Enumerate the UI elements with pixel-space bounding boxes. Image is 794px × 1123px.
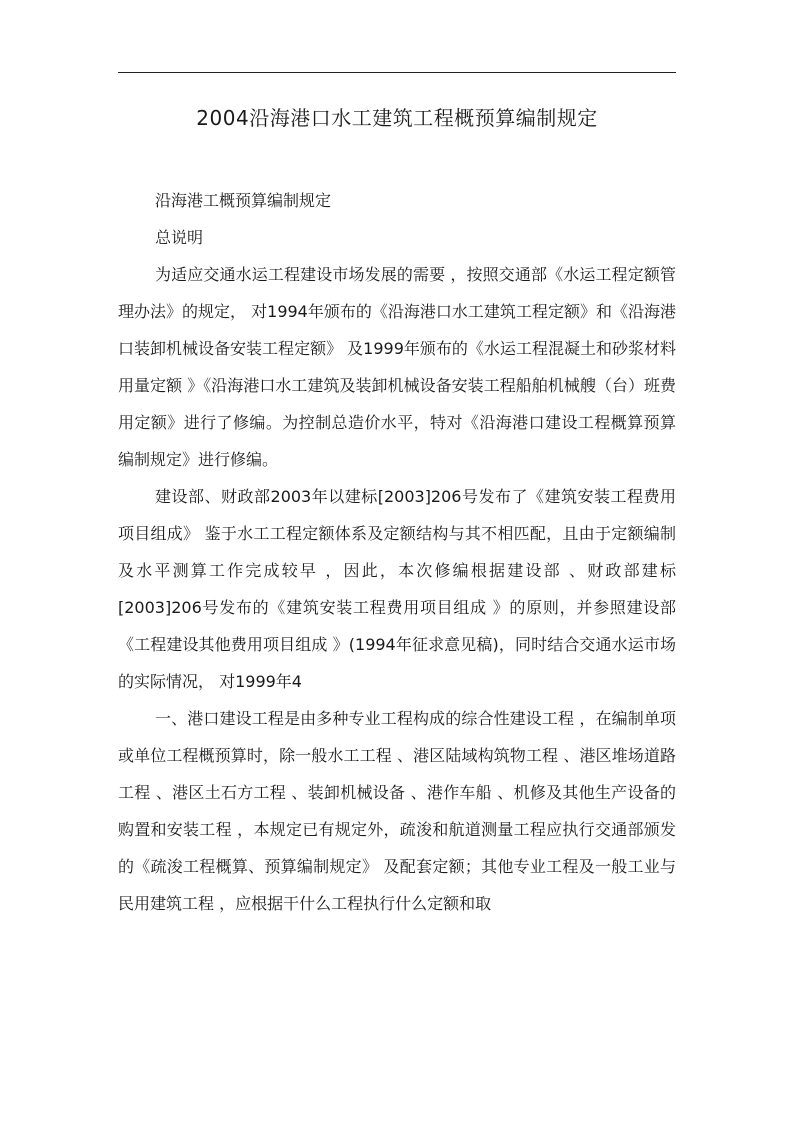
- paragraph-basis: 建设部、财政部2003年以建标[2003]206号发布了《建筑安装工程费用项目组成》 鉴于水工工程定额体系及定额结构与其不相匹配，且由于定额编制及水平测算工作完成较早 ，因此，本次修编根据建设部 、财政部建标[2003]206号发布的《建筑安装工程费用项目组成 》的原则，并参照建设部《工程建设其他费用项目组成 》(1994年征求意见稿)，同时结合交通水运市场的实际情况， 对1999年4: [118, 487, 676, 691]
- paragraph-section-heading: 总说明: [155, 228, 204, 247]
- header-rule: [118, 72, 676, 73]
- document-title: 2004沿海港口水工建筑工程概预算编制规定: [196, 106, 598, 130]
- paragraph-subtitle: 沿海港工概预算编制规定: [155, 191, 332, 210]
- paragraph-intro: 为适应交通水运工程建设市场发展的需要 ，按照交通部《水运工程定额管理办法》的规定， 对1994年颁布的《沿海港口水工建筑工程定额》和《沿海港口装卸机械设备安装工程定额》 及1999年颁布的《水运工程混凝土和砂浆材料用量定额 》《沿海港口水工建筑及装卸机械设备安装工程船舶机械艘（台）班费用定额》进行了修编。为控制总造价水平，特对《沿海港口建设工程概算预算编制规定》进行修编。: [118, 265, 676, 469]
- paragraph-clause-one: 一、港口建设工程是由多种专业工程构成的综合性建设工程 ，在编制单项或单位工程概预算时，除一般水工工程 、港区陆域构筑物工程 、港区堆场道路工程 、港区土石方工程 、装卸机械设备 、港作车船 、机修及其他生产设备的购置和安装工程 ，本规定已有规定外，疏浚和航道测量工程应执行交通部颁发的《疏浚工程概算、预算编制规定》 及配套定额；其他专业工程及一般工业与民用建筑工程 ，应根据干什么工程执行什么定额和取: [118, 709, 676, 913]
- document-body: [118, 182, 676, 922]
